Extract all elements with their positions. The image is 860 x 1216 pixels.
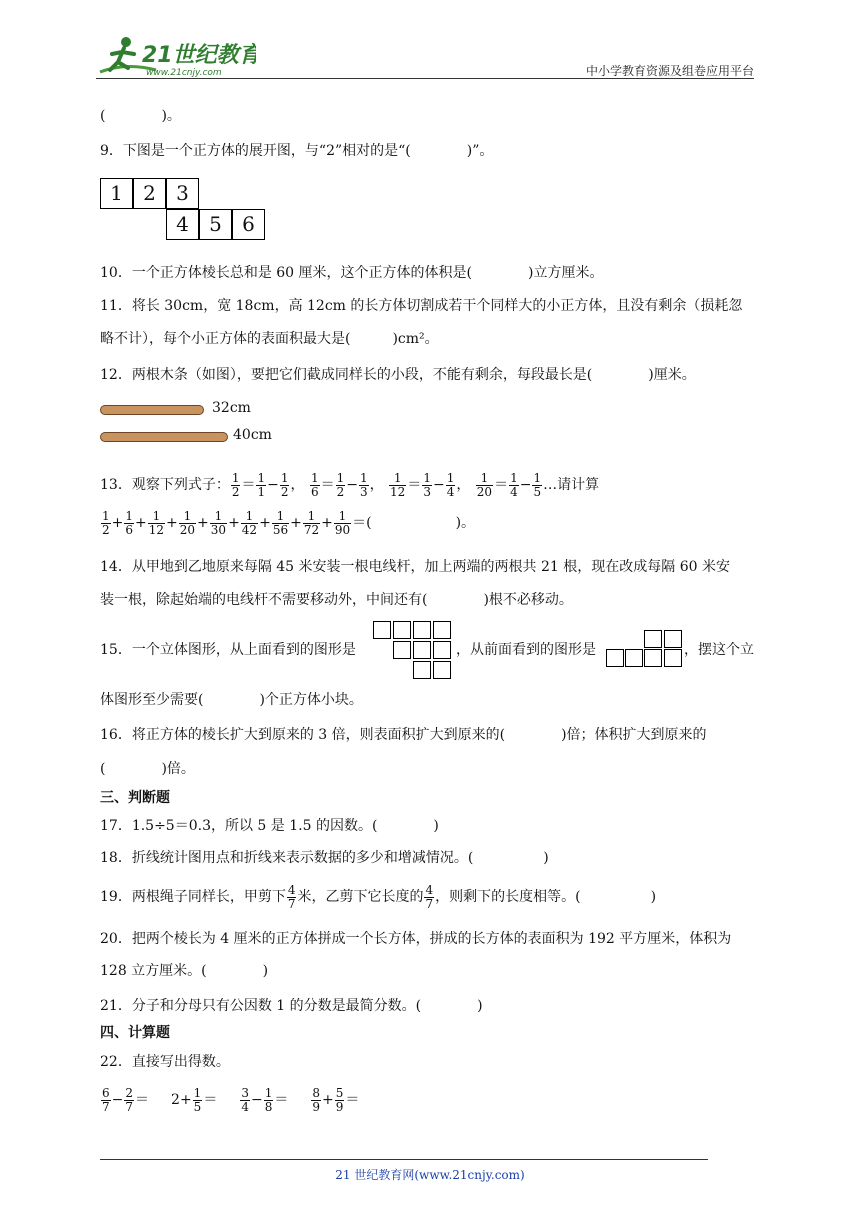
question-11-line1: 11．将长 30cm，宽 18cm，高 12cm 的长方体切割成若干个同样大的小正方体，且没有剩余（损耗忽 xyxy=(100,298,743,314)
calc-item: $\frac{3}{4}$ − $\frac{1}{8}$ ＝ xyxy=(241,1085,289,1114)
fraction: $\frac{1}{5}$ xyxy=(193,1085,202,1114)
fraction: $\frac{1}{2}$ xyxy=(231,470,240,499)
fraction: $\frac{4}{7}$ xyxy=(287,882,296,911)
logo-url: www.21cnjy.com xyxy=(146,68,222,78)
net-cell: 5 xyxy=(199,209,232,240)
calc-item: $\frac{8}{9}$ + $\frac{5}{9}$ ＝ xyxy=(312,1085,360,1114)
question-15-part3: ，摆这个立 xyxy=(684,642,754,658)
question-19: 19．两根绳子同样长，甲剪下 $\frac{4}{7}$ 米，乙剪下它长度的 $\frac{4}{7}$ ，则剩下的长度相等。( ) xyxy=(100,882,657,911)
question-14-line2: 装一根，除起始端的电线杆不需要移动外，中间还有( )根不必移动。 xyxy=(100,592,573,608)
fraction: $\frac{1}{6}$ xyxy=(310,470,319,499)
fraction: $\frac{1}{42}$ xyxy=(241,508,258,537)
calc-item: $\frac{6}{7}$ − $\frac{2}{7}$ ＝ xyxy=(102,1085,150,1114)
fraction: $\frac{1}{6}$ xyxy=(125,508,134,537)
header-platform-text: 中小学教育资源及组卷应用平台 xyxy=(585,64,754,78)
fraction: $\frac{6}{7}$ xyxy=(102,1085,110,1114)
fraction: $\frac{2}{7}$ xyxy=(125,1085,134,1114)
fraction: $\frac{1}{2}$ xyxy=(102,508,110,537)
fraction: $\frac{1}{2}$ xyxy=(280,470,289,499)
header-divider xyxy=(96,78,754,79)
question-21: 21．分子和分母只有公因数 1 的分数是最简分数。( ) xyxy=(100,998,483,1014)
question-13-sum: $\frac{1}{2}$ + $\frac{1}{6}$ + $\frac{1}{12}$ + $\frac{1}{20}$ + $\frac{1}{30}$ + $\frac{1}{42}$ + $\frac{1}{56}$ + $\frac{1}{72}$ + $\frac{1}{90}$ ＝( )。 xyxy=(102,508,476,537)
logo-text: 21世纪教育 xyxy=(142,43,256,68)
fraction: $\frac{1}{2}$ xyxy=(336,470,345,499)
question-15-line2: 体图形至少需要( )个正方体小块。 xyxy=(100,692,363,708)
question-10: 10．一个正方体棱长总和是 60 厘米，这个正方体的体积是( )立方厘米。 xyxy=(100,265,604,281)
fraction: $\frac{1}{4}$ xyxy=(446,470,455,499)
section-heading-judgement: 三、判断题 xyxy=(100,790,170,806)
fraction: $\frac{1}{1}$ xyxy=(257,470,266,499)
question-9: 9．下图是一个正方体的展开图，与“2”相对的是“( )”。 xyxy=(100,143,494,159)
fraction: $\frac{1}{90}$ xyxy=(334,508,351,537)
question-14-line1: 14．从甲地到乙地原来每隔 45 米安装一根电线杆，加上两端的两根共 21 根，现在改成每隔 60 米安 xyxy=(100,559,730,575)
fraction: $\frac{1}{8}$ xyxy=(264,1085,273,1114)
fraction: $\frac{1}{4}$ xyxy=(510,470,518,499)
question-15-part2: ，从前面看到的图形是 xyxy=(456,642,596,658)
net-cell: 4 xyxy=(166,209,199,240)
site-logo xyxy=(96,32,256,80)
fraction: $\frac{3}{4}$ xyxy=(241,1085,249,1114)
fraction: $\frac{1}{20}$ xyxy=(179,508,196,537)
footer-source: 21 世纪教育网(www.21cnjy.com) xyxy=(335,1168,525,1182)
question-18: 18．折线统计图用点和折线来表示数据的多少和增减情况。( ) xyxy=(100,850,549,866)
fraction: $\frac{1}{56}$ xyxy=(272,508,289,537)
question-16-line2: ( )倍。 xyxy=(100,761,195,777)
fraction: $\frac{1}{12}$ xyxy=(148,508,165,537)
net-cell: 3 xyxy=(166,178,199,209)
fraction: $\frac{8}{9}$ xyxy=(312,1085,320,1114)
net-cell: 6 xyxy=(232,209,265,240)
fraction: $\frac{4}{7}$ xyxy=(425,882,434,911)
question-20-line1: 20．把两个棱长为 4 厘米的正方体拼成一个长方体，拼成的长方体的表面积为 192 平方厘米，体积为 xyxy=(100,931,732,947)
fraction: $\frac{1}{5}$ xyxy=(533,470,542,499)
stick-label: 32cm xyxy=(212,400,251,416)
footer-divider xyxy=(100,1159,708,1160)
question-17: 17．1.5÷5＝0.3，所以 5 是 1.5 的因数。( ) xyxy=(100,818,439,834)
fraction: $\frac{1}{30}$ xyxy=(210,508,227,537)
question-16-line1: 16．将正方体的棱长扩大到原来的 3 倍，则表面积扩大到原来的( )倍；体积扩大到原来的 xyxy=(100,727,707,743)
wood-stick-32 xyxy=(100,405,204,415)
question-12: 12．两根木条（如图），要把它们截成同样长的小段，不能有剩余，每段最长是( )厘米。 xyxy=(100,367,696,383)
fraction: $\frac{1}{20}$ xyxy=(476,470,493,499)
question-22: 22．直接写出得数。 xyxy=(100,1054,230,1070)
question-20-line2: 128 立方厘米。( ) xyxy=(100,963,269,979)
question-15-part1: 15．一个立体图形，从上面看到的图形是 xyxy=(100,642,356,658)
net-cell: 1 xyxy=(100,178,133,209)
stick-label: 40cm xyxy=(233,427,272,443)
calc-expressions xyxy=(100,1083,381,1117)
fraction: $\frac{5}{9}$ xyxy=(335,1085,344,1114)
net-cell: 2 xyxy=(133,178,166,209)
section-heading-calculation: 四、计算题 xyxy=(100,1025,170,1041)
wood-stick-40 xyxy=(100,432,228,442)
fraction: $\frac{1}{3}$ xyxy=(423,470,431,499)
fraction: $\frac{1}{3}$ xyxy=(359,470,368,499)
fraction: $\frac{1}{12}$ xyxy=(390,470,406,499)
calc-item: 2+ $\frac{1}{5}$ ＝ xyxy=(171,1085,218,1114)
fraction: $\frac{1}{72}$ xyxy=(303,508,320,537)
question-13: 13．观察下列式子： $\frac{1}{2}$ ＝ $\frac{1}{1}$ − $\frac{1}{2}$ ， $\frac{1}{6}$ ＝ $\frac{1}{2}$ − $\frac{1}{3}$ ， $\frac{1}{12}$ ＝ $\frac{1}{3}$ − $\frac{1}{4}$ ， $\frac{1}{20}$ ＝ $\frac{1}{4}$ − $\frac{1}{5}$ …请计算 xyxy=(100,470,600,499)
answer-blank-line: ( )。 xyxy=(100,108,181,124)
question-11-line2: 略不计），每个小正方体的表面积最大是( )cm²。 xyxy=(100,331,439,347)
